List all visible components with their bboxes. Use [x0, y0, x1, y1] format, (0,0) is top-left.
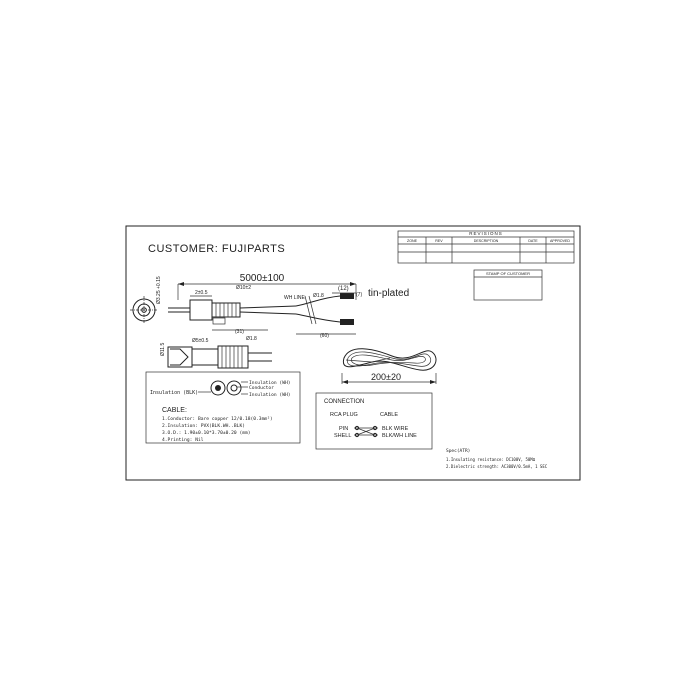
revisions-col-approved: APPROVED — [550, 239, 570, 243]
label-insulation-wh-2: Insulation (WH) — [249, 393, 291, 398]
stamp-box — [474, 270, 542, 300]
connection-pin: PIN — [339, 426, 349, 432]
customer-title: CUSTOMER: FUJIPARTS — [148, 243, 286, 255]
spec-line-1: 1.Insulating resistance: DC100V, 50MΩ — [446, 457, 536, 462]
cable-line-3: 3.O.D.: 1.90±0.10*3.70±0.20 (mm) — [162, 431, 251, 436]
dim-coil — [342, 372, 436, 384]
cable-spec-box — [146, 372, 300, 443]
dim-plug-front: Ø3.25 +0.15 — [156, 276, 162, 304]
dim-plug-diameter: Ø10±2 — [236, 285, 251, 291]
wh-line-label: WH LINE — [284, 295, 305, 301]
dim-strip-7: (7) — [356, 292, 363, 298]
cable-line-1: 1.Conductor: Bare copper 12/0.18(0.3mm²) — [162, 417, 273, 422]
revisions-col-rev: REV — [435, 239, 443, 243]
dim-coil-label: 200±20 — [371, 372, 401, 382]
dim-wire-upper: Ø1.8 — [313, 293, 324, 299]
connection-title: CONNECTION — [324, 399, 365, 405]
label-insulation-wh-1: Insulation (WH) — [249, 381, 291, 386]
cable-line-4: 4.Printing: Nil — [162, 438, 204, 443]
connection-shell: SHELL — [334, 433, 352, 439]
tin-plated-note: tin-plated — [368, 288, 410, 299]
dim-wire-lower: Ø1.8 — [246, 336, 257, 342]
label-conductor: Conductor — [249, 386, 274, 391]
dim-total-length-label: 5000±100 — [239, 273, 285, 284]
plug-end-view — [130, 296, 158, 324]
connection-box — [316, 393, 432, 449]
dim-plug-lower: Ø5±0.5 — [192, 338, 209, 344]
stamp-label: STAMP OF CUSTOMER — [485, 271, 531, 276]
plug-side-view-top — [168, 293, 354, 325]
spec-line-2: 2.Dielectric strength: AC300V/0.5mA, 1 SEC — [446, 464, 548, 469]
dim-plug-pin: 2±0.5 — [195, 290, 208, 296]
connection-blkwh-line: BLK/WH LINE — [382, 433, 417, 439]
connection-col-rca-plug: RCA PLUG — [330, 412, 358, 418]
cross-section-core-2 — [227, 381, 241, 395]
dim-split-length: (60) — [320, 333, 329, 339]
cable-line-2: 2.Insulation: PVX(BLK.WH..BLK) — [162, 424, 245, 429]
dim-end-12: (12) — [338, 286, 349, 292]
cable-title: CABLE: — [162, 407, 187, 414]
cable-coil — [343, 349, 436, 370]
connection-col-cable: CABLE — [380, 412, 399, 418]
label-insulation-blk: Insulation (BLK) — [150, 390, 199, 396]
revisions-col-date: DATE — [528, 239, 538, 243]
dim-plug-body: (31) — [235, 329, 244, 335]
spec-title: Spec(ATR) — [446, 449, 471, 454]
plug-side-view-bottom — [168, 346, 272, 368]
connection-blk-wire: BLK WIRE — [382, 426, 409, 432]
revisions-table — [398, 231, 574, 263]
revisions-title: REVISIONS — [469, 231, 503, 236]
revisions-col-zone: ZONE — [407, 239, 417, 243]
dim-plug-shell: Ø11.5 — [160, 342, 166, 356]
revisions-col-description: DESCRIPTION — [473, 239, 499, 243]
